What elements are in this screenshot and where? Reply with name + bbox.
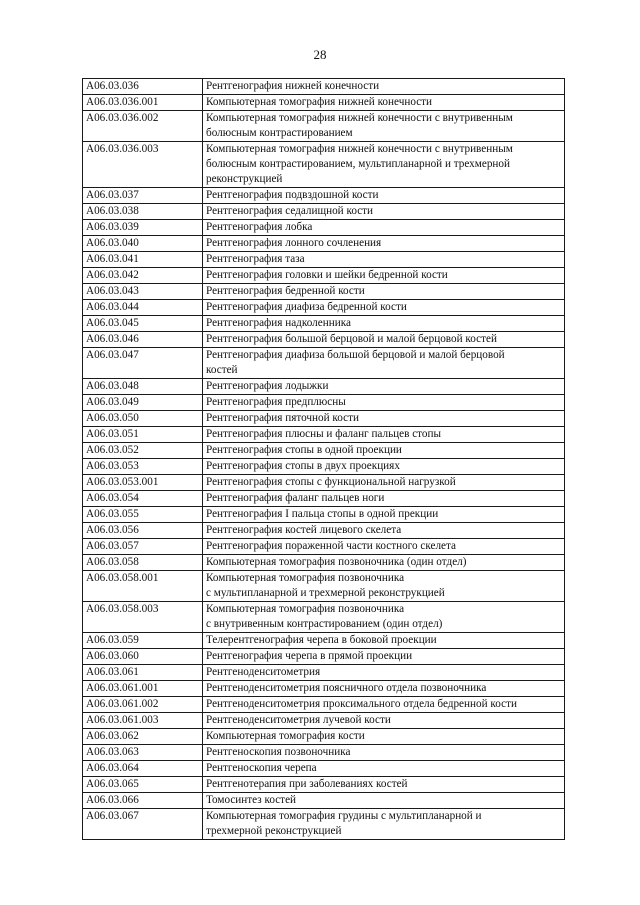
- procedure-code: А06.03.061.002: [83, 697, 203, 713]
- table-row: [83, 491, 565, 507]
- procedure-name-line: Рентгенография надколенника: [206, 317, 351, 329]
- table-row: [83, 252, 565, 268]
- procedure-name-line: Рентгенография диафиза большой берцовой и малой берцовой: [206, 349, 505, 361]
- procedure-code: А06.03.045: [83, 316, 203, 332]
- procedure-name-line: Рентгенография бедренной кости: [206, 285, 365, 297]
- table-row: [83, 459, 565, 475]
- procedure-name-line: Рентгенография седалищной кости: [206, 205, 374, 217]
- procedure-name-line: костей: [206, 364, 238, 376]
- procedure-name: [203, 761, 565, 777]
- procedure-name: [203, 571, 565, 602]
- procedure-name-line: Рентгенография предплюсны: [206, 396, 346, 408]
- procedure-name: [203, 316, 565, 332]
- procedure-code: А06.03.051: [83, 427, 203, 443]
- procedure-name: [203, 268, 565, 284]
- table-row: [83, 649, 565, 665]
- procedure-name-line: Рентгеноденситометрия: [206, 666, 321, 678]
- table-row: [83, 332, 565, 348]
- table-row: [83, 539, 565, 555]
- procedure-code: А06.03.055: [83, 507, 203, 523]
- procedure-name: [203, 523, 565, 539]
- procedure-name-line: Компьютерная томография позвоночника: [206, 603, 405, 615]
- procedure-name: [203, 633, 565, 649]
- procedure-name-line: Рентгенография стопы в двух проекциях: [206, 460, 400, 472]
- procedure-name: [203, 681, 565, 697]
- table-row: [83, 809, 565, 840]
- table-row: [83, 142, 565, 188]
- procedure-name-line: Рентгенография I пальца стопы в одной прекции: [206, 508, 439, 520]
- procedure-name-line: Рентгенография стопы в одной проекции: [206, 444, 402, 456]
- procedure-code: А06.03.061.003: [83, 713, 203, 729]
- table-row: [83, 681, 565, 697]
- procedure-name-line: Рентгенография таза: [206, 253, 305, 265]
- procedure-name-line: Компьютерная томография нижней конечности: [206, 96, 433, 108]
- table-row: [83, 111, 565, 142]
- procedure-name-line: Компьютерная томография нижней конечности с внутривенным: [206, 143, 513, 155]
- procedure-name-line: с внутривенным контрастированием (один отдел): [206, 618, 443, 630]
- procedure-code: А06.03.036.001: [83, 95, 203, 111]
- procedure-name: [203, 411, 565, 427]
- procedure-code: А06.03.061: [83, 665, 203, 681]
- table-row: [83, 188, 565, 204]
- procedure-code: А06.03.062: [83, 729, 203, 745]
- table-row: [83, 602, 565, 633]
- procedure-name: [203, 79, 565, 95]
- procedure-name: [203, 697, 565, 713]
- procedure-name: [203, 665, 565, 681]
- table-row: [83, 729, 565, 745]
- procedure-code: А06.03.053.001: [83, 475, 203, 491]
- procedure-name: [203, 713, 565, 729]
- table-row: [83, 713, 565, 729]
- procedure-code: А06.03.058.001: [83, 571, 203, 602]
- table-row: [83, 475, 565, 491]
- procedure-name: [203, 539, 565, 555]
- procedure-name-line: Рентгеноскопия позвоночника: [206, 746, 351, 758]
- procedure-name: [203, 777, 565, 793]
- procedure-name: [203, 188, 565, 204]
- procedure-name: [203, 300, 565, 316]
- procedure-name-line: Рентгеноскопия черепа: [206, 762, 317, 774]
- procedure-name-line: Рентгенография подвздошной кости: [206, 189, 379, 201]
- procedure-name: [203, 284, 565, 300]
- table-row: [83, 348, 565, 379]
- table-row: [83, 300, 565, 316]
- procedure-name: [203, 111, 565, 142]
- procedure-name-line: Рентгенография лобка: [206, 221, 313, 233]
- procedure-name-line: Рентгенография костей лицевого скелета: [206, 524, 402, 536]
- procedure-name-line: Рентгеноденситометрия проксимального отдела бедренной кости: [206, 698, 517, 710]
- procedure-name: [203, 491, 565, 507]
- procedure-name: [203, 427, 565, 443]
- table-row: [83, 697, 565, 713]
- procedure-name-line: Рентгенография нижней конечности: [206, 80, 380, 92]
- procedure-name: [203, 348, 565, 379]
- procedure-name: [203, 236, 565, 252]
- table-row: [83, 95, 565, 111]
- procedure-code: А06.03.038: [83, 204, 203, 220]
- procedure-name: [203, 602, 565, 633]
- procedure-name-line: Компьютерная томография нижней конечности с внутривенным: [206, 112, 513, 124]
- procedure-code: А06.03.041: [83, 252, 203, 268]
- table-row: [83, 268, 565, 284]
- procedure-name: [203, 809, 565, 840]
- procedure-name-line: Рентгенотерапия при заболеваниях костей: [206, 778, 408, 790]
- table-row: [83, 665, 565, 681]
- procedure-code: А06.03.037: [83, 188, 203, 204]
- table-row: [83, 411, 565, 427]
- procedure-code: А06.03.067: [83, 809, 203, 840]
- table-row: [83, 745, 565, 761]
- procedure-name-line: реконструкцией: [206, 173, 283, 185]
- procedure-name: [203, 332, 565, 348]
- procedure-code: А06.03.060: [83, 649, 203, 665]
- procedure-code: А06.03.042: [83, 268, 203, 284]
- procedure-code: А06.03.047: [83, 348, 203, 379]
- procedure-name-line: Рентгенография лодыжки: [206, 380, 329, 392]
- procedure-code: А06.03.058: [83, 555, 203, 571]
- page-number: 28: [313, 47, 327, 62]
- procedure-name: [203, 252, 565, 268]
- procedure-name-line: Рентгеноденситометрия лучевой кости: [206, 714, 391, 726]
- procedure-code: А06.03.057: [83, 539, 203, 555]
- procedure-code: А06.03.044: [83, 300, 203, 316]
- table-row: [83, 571, 565, 602]
- table-row: [83, 395, 565, 411]
- procedure-code: А06.03.059: [83, 633, 203, 649]
- procedure-code: А06.03.054: [83, 491, 203, 507]
- procedure-code: А06.03.050: [83, 411, 203, 427]
- table-row: [83, 443, 565, 459]
- procedure-name: [203, 379, 565, 395]
- table-row: [83, 507, 565, 523]
- procedure-code: А06.03.061.001: [83, 681, 203, 697]
- procedure-name-line: болюсным контрастированием, мультипланарной и трехмерной: [206, 158, 510, 170]
- procedure-name-line: Рентгенография пораженной части костного скелета: [206, 540, 457, 552]
- procedure-name-line: Рентгенография пяточной кости: [206, 412, 359, 424]
- procedure-name-line: Рентгенография черепа в прямой проекции: [206, 650, 413, 662]
- table-row: [83, 793, 565, 809]
- procedure-name: [203, 555, 565, 571]
- procedure-name-line: Компьютерная томография кости: [206, 730, 365, 742]
- procedure-name-line: Рентгенография фаланг пальцев ноги: [206, 492, 385, 504]
- procedure-name: [203, 507, 565, 523]
- procedure-code: А06.03.036.002: [83, 111, 203, 142]
- procedure-code: А06.03.048: [83, 379, 203, 395]
- table-row: [83, 79, 565, 95]
- procedure-name-line: с мультипланарной и трехмерной реконструкцией: [206, 587, 445, 599]
- table-row: [83, 633, 565, 649]
- procedure-name: [203, 204, 565, 220]
- procedure-name: [203, 95, 565, 111]
- table-row: [83, 204, 565, 220]
- procedure-name-line: Компьютерная томография позвоночника: [206, 572, 405, 584]
- procedure-name: [203, 459, 565, 475]
- procedure-name: [203, 475, 565, 491]
- procedure-code: А06.03.066: [83, 793, 203, 809]
- table-row: [83, 379, 565, 395]
- procedure-code: А06.03.063: [83, 745, 203, 761]
- procedure-code: А06.03.052: [83, 443, 203, 459]
- procedure-name-line: Рентгеноденситометрия поясничного отдела позвоночника: [206, 682, 487, 694]
- procedure-code: А06.03.036: [83, 79, 203, 95]
- procedure-name: [203, 395, 565, 411]
- procedure-code: А06.03.053: [83, 459, 203, 475]
- procedure-code: А06.03.056: [83, 523, 203, 539]
- table-row: [83, 555, 565, 571]
- procedure-name-line: Телерентгенография черепа в боковой проекции: [206, 634, 437, 646]
- table-row: [83, 316, 565, 332]
- procedure-code: А06.03.043: [83, 284, 203, 300]
- procedure-name-line: трехмерной реконструкцией: [206, 825, 342, 837]
- table-row: [83, 236, 565, 252]
- procedure-code: А06.03.046: [83, 332, 203, 348]
- table-row: [83, 761, 565, 777]
- table-row: [83, 523, 565, 539]
- procedure-code: А06.03.040: [83, 236, 203, 252]
- procedure-name: [203, 649, 565, 665]
- table-row: [83, 284, 565, 300]
- procedure-code: А06.03.064: [83, 761, 203, 777]
- table-row: [83, 220, 565, 236]
- procedure-name-line: Томосинтез костей: [206, 794, 297, 806]
- procedure-name-line: Рентгенография диафиза бедренной кости: [206, 301, 407, 313]
- procedure-name: [203, 443, 565, 459]
- procedure-code: А06.03.065: [83, 777, 203, 793]
- procedure-name-line: Рентгенография плюсны и фаланг пальцев стопы: [206, 428, 442, 440]
- procedure-code: А06.03.036.003: [83, 142, 203, 188]
- table-row: [83, 427, 565, 443]
- table-body: [83, 79, 565, 840]
- procedure-name-line: Компьютерная томография позвоночника (один отдел): [206, 556, 467, 568]
- procedure-name-line: Компьютерная томография грудины с мультипланарной и: [206, 810, 482, 822]
- procedure-name-line: Рентгенография большой берцовой и малой берцовой костей: [206, 333, 497, 345]
- procedure-name: [203, 729, 565, 745]
- procedure-name: [203, 745, 565, 761]
- procedure-name-line: Рентгенография лонного сочленения: [206, 237, 382, 249]
- procedure-name-line: Рентгенография стопы с функциональной нагрузкой: [206, 476, 456, 488]
- procedure-code: А06.03.058.003: [83, 602, 203, 633]
- procedure-code: А06.03.049: [83, 395, 203, 411]
- table-row: [83, 777, 565, 793]
- procedure-name-line: болюсным контрастированием: [206, 127, 353, 139]
- procedure-code-table: [82, 78, 565, 840]
- procedure-code: А06.03.039: [83, 220, 203, 236]
- procedure-name-line: Рентгенография головки и шейки бедренной кости: [206, 269, 448, 281]
- procedure-name: [203, 220, 565, 236]
- procedure-name: [203, 142, 565, 188]
- procedure-name: [203, 793, 565, 809]
